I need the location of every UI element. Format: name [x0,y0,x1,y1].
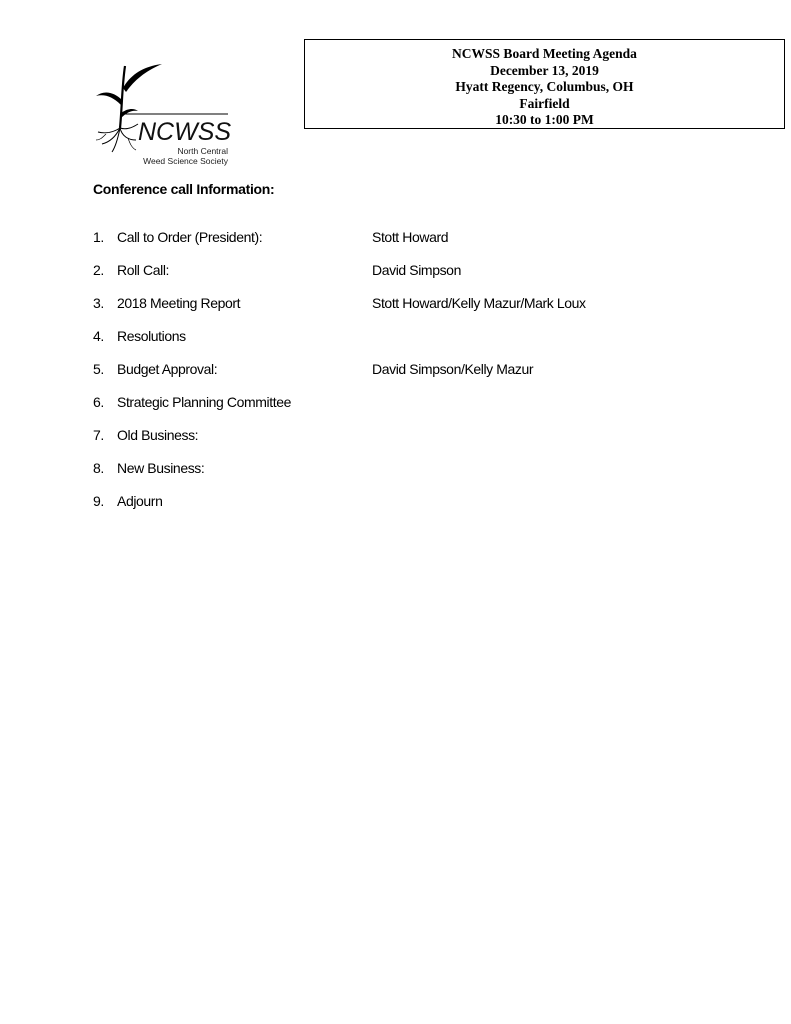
agenda-item-number: 4. [93,328,104,344]
agenda-item-title: Budget Approval: [117,361,218,377]
agenda-item-presenter: David Simpson/Kelly Mazur [372,361,534,377]
logo-subtitle-line1: North Central [177,146,228,156]
agenda-title: NCWSS Board Meeting Agenda [452,46,637,61]
agenda-item-presenter: Stott Howard/Kelly Mazur/Mark Loux [372,295,586,311]
logo-subtitle-line2: Weed Science Society [143,156,228,166]
agenda-item [93,394,693,427]
agenda-item-presenter: Stott Howard [372,229,449,245]
agenda-item-title: Resolutions [117,328,186,344]
agenda-item [93,262,693,295]
agenda-item-title: Call to Order (President): [117,229,263,245]
agenda-item [93,295,693,328]
meeting-time: 10:30 to 1:00 PM [495,112,594,127]
agenda-item [93,427,693,460]
agenda-item-number: 2. [93,262,104,278]
agenda-item-number: 5. [93,361,104,377]
ncwss-logo [92,58,242,168]
agenda-list [93,229,693,526]
agenda-item-title: Roll Call: [117,262,170,278]
agenda-item [93,460,693,493]
agenda-item-number: 3. [93,295,104,311]
agenda-item-title: Adjourn [117,493,163,509]
agenda-item-number: 1. [93,229,104,245]
logo-wordmark: NCWSS [138,118,232,146]
agenda-item [93,328,693,361]
agenda-item-title: Strategic Planning Committee [117,394,291,410]
agenda-item [93,493,693,526]
agenda-item [93,229,693,262]
conference-call-heading: Conference call Information: [93,181,275,197]
meeting-room: Fairfield [519,95,570,111]
logo-subtitle [138,146,228,166]
agenda-item [93,361,693,394]
agenda-item-title: New Business: [117,460,205,476]
agenda-item-title: 2018 Meeting Report [117,295,241,311]
agenda-item-number: 6. [93,394,104,410]
agenda-item-number: 7. [93,427,104,443]
agenda-item-number: 9. [93,493,104,509]
meeting-date: December 13, 2019 [490,62,599,78]
agenda-item-presenter: David Simpson [372,262,461,278]
meeting-venue: Hyatt Regency, Columbus, OH [455,79,634,94]
agenda-item-number: 8. [93,460,104,476]
agenda-header-box [304,39,785,129]
agenda-item-title: Old Business: [117,427,199,443]
